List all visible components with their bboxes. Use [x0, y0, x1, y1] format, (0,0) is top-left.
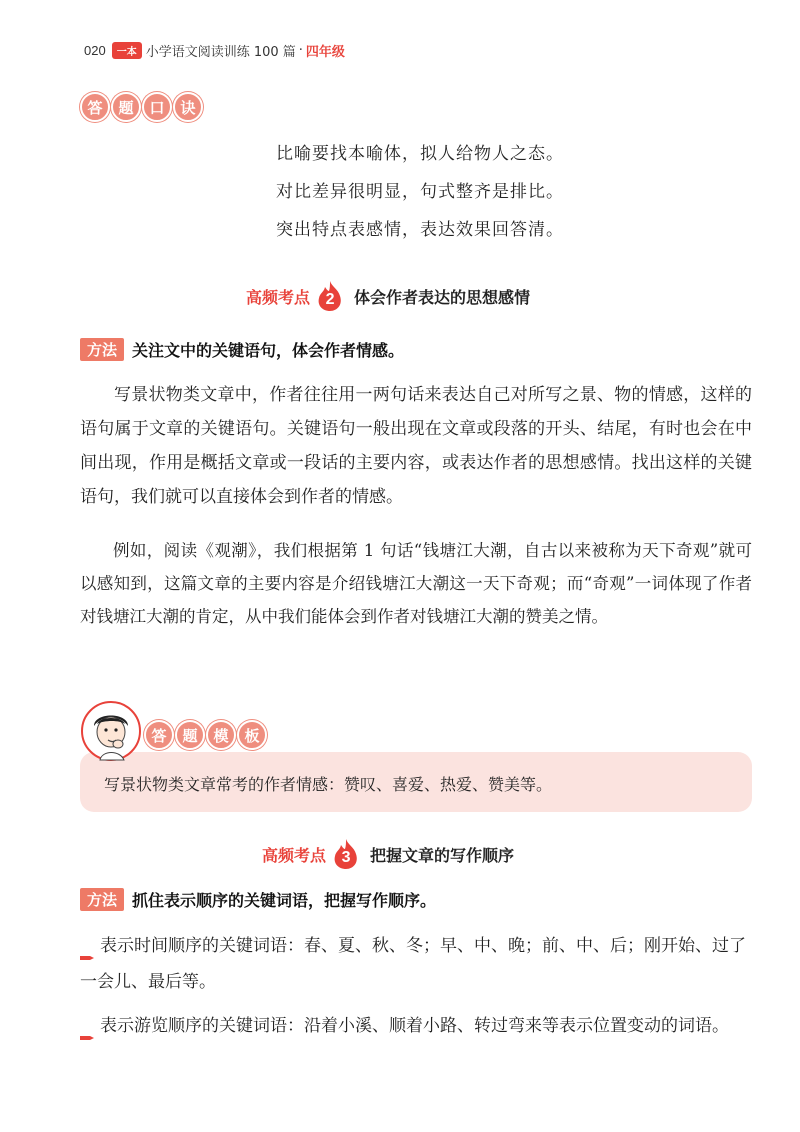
template-title: [144, 720, 268, 750]
koujue-line: 比喻要找本喻体，拟人给物人之态。: [276, 144, 564, 164]
method-badge: 方法: [80, 888, 124, 911]
koujue-line: 突出特点表感情，表达效果回答清。: [276, 220, 564, 240]
method-text: 关注文中的关键语句，体会作者情感。: [132, 341, 405, 360]
method-text: 抓住表示顺序的关键词语，把握写作顺序。: [132, 891, 437, 910]
paragraph: 写景状物类文章中，作者往往用一两句话来表达自己对所写之景、物的情感，这样的语句属于文章的关键语句。关键语句一般出现在文章或段落的开头、结尾，有时也会在中间出现，作用是概括文章或一段话的主要内容，或表达作者的思想感情。找出这样的关键语句，我们就可以直接体会到作者的情感。: [80, 385, 752, 507]
pen-bullet-icon: [80, 940, 94, 950]
section-title: 把握文章的写作顺序: [370, 845, 515, 865]
template-text: 写景状物类文章常考的作者情感：赞叹、喜爱、热爱、赞美等。: [104, 775, 553, 794]
template-char: 题: [175, 720, 205, 750]
section-tag: 高频考点: [246, 287, 311, 307]
page-header: [84, 40, 345, 60]
template-char: 板: [237, 720, 267, 750]
koujue-char: 诀: [173, 92, 203, 122]
koujue-char: 答: [80, 92, 110, 122]
method-row: [80, 338, 404, 361]
koujue-char: 题: [111, 92, 141, 122]
bullet-text: 表示游览顺序的关键词语：沿着小溪、顺着小路、转过弯来等表示位置变动的词语。: [100, 1016, 729, 1036]
page-number: 020: [84, 42, 106, 58]
method-badge: 方法: [80, 338, 124, 361]
pen-bullet-icon: [80, 1020, 94, 1030]
section-number: 2: [325, 291, 335, 308]
bullet-item: [80, 1008, 752, 1044]
example-paragraph: 例如，阅读《观潮》，我们根据第 1 句话“钱塘江大潮，自古以来被称为天下奇观”就可以感知到，这篇文章的主要内容是介绍钱塘江大潮这一天下奇观；而“奇观”一词体现了作者对钱塘江大潮的肯定，从中我们能体会到作者对钱塘江大潮的赞美之情。: [80, 541, 752, 626]
template-char: 答: [144, 720, 174, 750]
flame-number-icon: [332, 838, 360, 870]
grade-label: 四年级: [305, 44, 345, 60]
koujue-title: [80, 92, 204, 122]
bullet-item: [80, 928, 752, 1000]
section-2-heading: [246, 280, 530, 312]
section-3-heading: [262, 838, 514, 870]
flame-number-icon: [316, 280, 344, 312]
header-separator: ·: [298, 42, 303, 58]
bullet-text: 表示时间顺序的关键词语：春、夏、秋、冬；早、中、晚；前、中、后；刚开始、过了一会儿、最后等。: [80, 936, 746, 992]
book-title: 小学语文阅读训练 100 篇: [145, 44, 296, 60]
thinking-boy-icon: [80, 700, 142, 762]
brand-logo: 一本: [112, 42, 142, 59]
section-tag: 高频考点: [262, 845, 327, 865]
koujue-char: 口: [142, 92, 172, 122]
template-char: 模: [206, 720, 236, 750]
koujue-line: 对比差异很明显，句式整齐是排比。: [276, 182, 564, 202]
section-title: 体会作者表达的思想感情: [354, 287, 531, 307]
section-number: 3: [341, 849, 351, 866]
method-row: [80, 888, 436, 911]
